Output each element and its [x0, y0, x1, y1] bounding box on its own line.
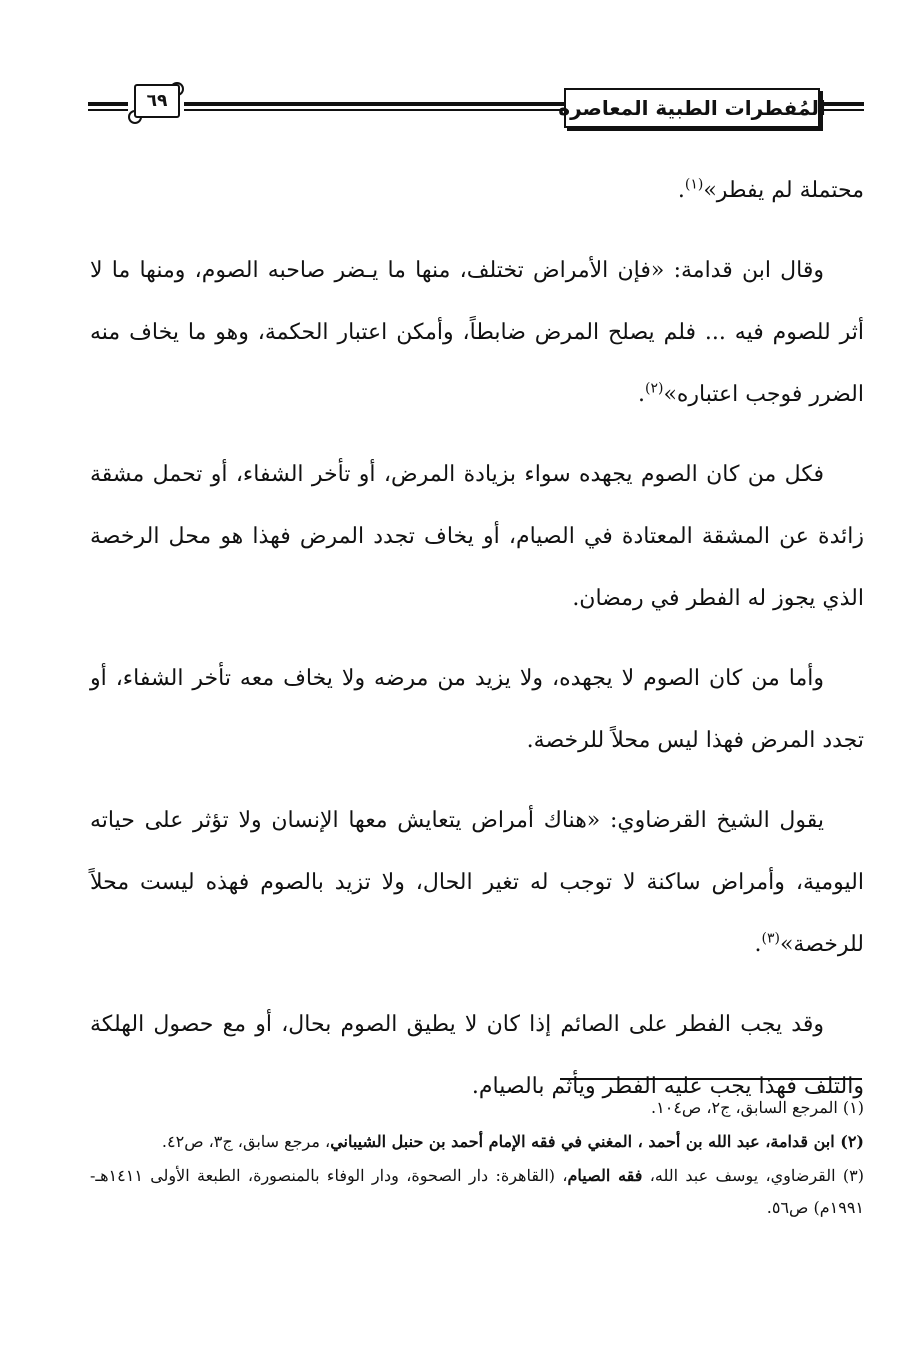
paragraph-5-text: يقول الشيخ القرضاوي: «هناك أمراض يتعايش معها الإنسان ولا تؤثر على حياته اليومية، وأمراض ساكنة لا توجب له تغير الحال، ولا تزيد بالصوم فهذه ليست محلاً للرخصة» — [90, 808, 864, 957]
footnote-separator — [560, 1078, 862, 1080]
page-number-box — [134, 84, 180, 118]
paragraph-5-end: . — [754, 932, 762, 957]
footnote-3 — [90, 1160, 864, 1224]
footnote-3-author: (٣) القرضاوي، يوسف عبد الله، — [642, 1166, 864, 1185]
footnote-2-work: (٢) ابن قدامة، عبد الله بن أحمد ، المغني في فقه الإمام أحمد بن حنبل الشيباني — [330, 1132, 864, 1151]
paragraph-2 — [90, 240, 864, 426]
paragraph-3: فكل من كان الصوم يجهده سواء بزيادة المرض، أو تأخر الشفاء، أو تحمل مشقة زائدة عن المشقة المعتادة في الصيام، أو يخاف تجدد المرض فهذا هو محل الرخصة الذي يجوز له الفطر في رمضان. — [90, 462, 864, 611]
footnote-2-rest: ، مرجع سابق، ج٣، ص٤٢. — [161, 1132, 331, 1151]
footnote-ref-2[interactable]: (٢) — [644, 380, 664, 397]
paragraph-1 — [90, 160, 864, 222]
footnote-3-work: فقه الصيام — [567, 1166, 643, 1185]
paragraph-2-text: وقال ابن قدامة: «فإن الأمراض تختلف، منها ما يـضر صاحبه الصوم، ومنها ما لا أثر للصوم فيه ... فلم يصلح المرض ضابطاً، وأمكن اعتبار الحكمة، وهو ما يخاف منه الضرر فوجب اعتباره» — [90, 258, 864, 407]
paragraph-1-end: . — [677, 178, 685, 203]
paragraph-6: وقد يجب الفطر على الصائم إذا كان لا يطيق الصوم بحال، أو مع حصول الهلكة والتلف فهذا يجب عليه الفطر ويأثم بالصيام. — [90, 1012, 864, 1099]
paragraph-1-text: محتملة لم يفطر» — [703, 178, 864, 203]
page-number: ٦٩ — [146, 91, 168, 111]
footnote-ref-1[interactable]: (١) — [684, 176, 704, 193]
page-body — [90, 160, 864, 1136]
paragraph-4: وأما من كان الصوم لا يجهده، ولا يزيد من مرضه ولا يخاف معه تأخر الشفاء، أو تجدد المرض فهذا ليس محلاً للرخصة. — [90, 666, 864, 753]
footnote-1: (١) المرجع السابق، ج٢، ص١٠٤. — [651, 1098, 864, 1117]
paragraph-2-end: . — [637, 382, 645, 407]
footnote-ref-3[interactable]: (٣) — [761, 930, 780, 947]
footnote-3-rest: ، (القاهرة: دار الصحوة، ودار الوفاء بالمنصورة، الطبعة الأولى ١٤١١هـ- ١٩٩١م) ص٥٦. — [90, 1166, 864, 1217]
footnote-2 — [90, 1126, 864, 1158]
book-title: المُفطرات الطبية المعاصرة — [558, 96, 826, 120]
running-header — [88, 80, 864, 130]
book-title-frame — [558, 88, 826, 128]
footnotes — [90, 1092, 864, 1226]
paragraph-5 — [90, 790, 864, 976]
page-number-scroll-icon — [128, 82, 184, 124]
